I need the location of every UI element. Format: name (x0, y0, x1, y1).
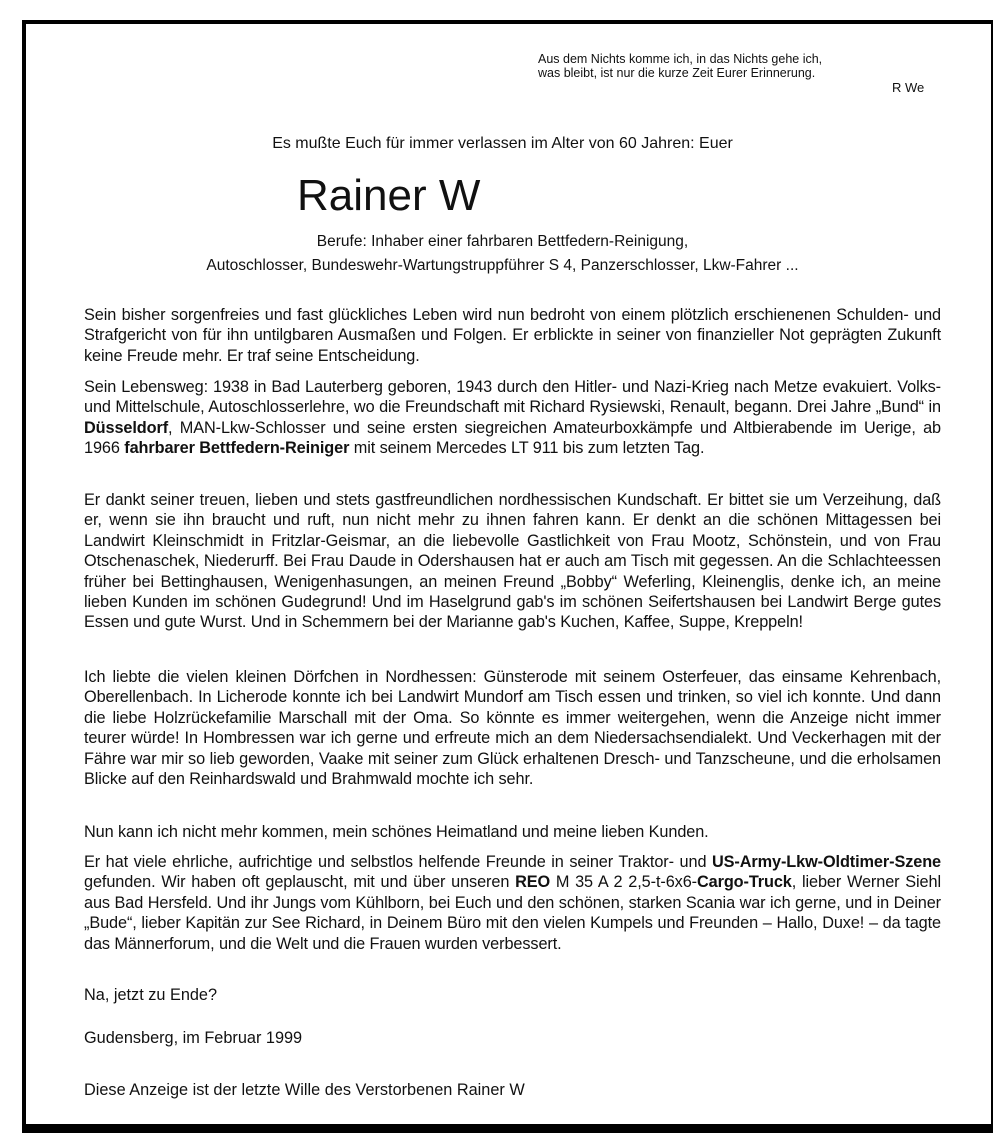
intro-line: Es mußte Euch für immer verlassen im Alter von 60 Jahren: Euer (272, 135, 733, 152)
motto-line-1: Aus dem Nichts komme ich, in das Nichts gehe ich, (538, 52, 823, 66)
city-duesseldorf: Düsseldorf (84, 418, 169, 437)
paragraph-customers: Er dankt seiner treuen, lieben und stets gastfreundlichen nordhessischen Kundschaft. Er bittet sie um Verzeihung, daß er, wenn sie ihn braucht und ruft, nun nicht mehr zu ihnen fahren kann. Er denkt an die schönen Mittagessen bei Landwirt Kleinschmidt in Fritzlar-Geismar, an die liebevolle Gastlichkeit von Frau Mootz, Schönstein, und von Frau Otschenaschek, Niederurff. Bei Frau Daude in Odershausen hat er auch am Tisch mit gegessen. An die Schlachteessen früher bei Bettinghausen, Wenigenhasungen, an meinen Freund „Bobby“ Weferling, Kleinenglis, denke ich, an meine lieben Kunden im schönen Gudegrund! Und im Haselgrund gab's im schönen Seifertshausen bei Landwirt Berge gutes Essen und gute Wurst. Und in Schemmern bei der Marianne gab's Kuchen, Kaffee, Suppe, Kreppeln! (84, 491, 941, 632)
truck-type-highlight: Cargo-Truck (696, 873, 792, 892)
motto-line-2: was bleibt, ist nur die kurze Zeit Eurer Erinnerung. (538, 66, 816, 80)
place-date: Gudensberg, im Februar 1999 (84, 1029, 303, 1047)
motto-signature: R We (892, 80, 925, 95)
deceased-name: Rainer W (297, 171, 481, 220)
paragraph-friends (84, 852, 941, 954)
paragraph-farewell: Nun kann ich nicht mehr kommen, mein schönes Heimatland und meine lieben Kunden. (84, 823, 709, 841)
footer-note: Diese Anzeige ist der letzte Wille des Verstorbenen Rainer W (84, 1081, 525, 1099)
scene-highlight: US-Army-Lkw-Oldtimer-Szene (712, 853, 941, 871)
professions-line-1: Berufe: Inhaber einer fahrbaren Bettfedern-Reinigung, (316, 233, 689, 250)
paragraph-villages: Ich liebte die vielen kleinen Dörfchen in Nordhessen: Günsterode mit seinem Osterfeuer, das einsame Kehrenbach, Oberellenbach. In Licherode konnte ich bei Landwirt Mundorf am Tisch essen und trinken, so viel ich konnte. Und dann die liebe Holzrückefamilie Marschall mit der Oma. So könnte es immer weitergehen, wenn die Anzeige nicht immer teurer würde! In Hombressen war ich gerne und erfreute mich an dem Niedersachsendialekt. Und Veckerhagen mit der Fähre war mir so lieb geworden, Vaake mit seiner zum Glück erhaltenen Dresch- und Tanzscheune, und die erholsamen Blicke auf den Reinhardswald und Brahmwald mochte ich sehr. (84, 668, 941, 789)
paragraph-friends-part: , lieber Werner Siehl aus Bad Hersfeld. Und ihr Jungs vom Kühlborn, bei Euch und den schönen, starken Scania war ich gerne, und in Deiner „Bude“, lieber Kapitän zur See Richard, in Deinem Büro mit den vielen Kumpels und Freunden – Hallo, Duxe! – da tagte das Männerforum, und die Welt und die Frauen wurden verbessert. (84, 873, 941, 953)
professions-line-2: Autoschlosser, Bundeswehr-Wartungstruppführer S 4, Panzerschlosser, Lkw-Fahrer ... (206, 257, 799, 274)
occupation-highlight: fahrbarer Bettfedern-Reiniger (124, 439, 350, 458)
closing-question: Na, jetzt zu Ende? (84, 986, 218, 1004)
paragraph-situation: Sein bisher sorgenfreies und fast glückliches Leben wird nun bedroht von einem plötzlich erschienenen Schulden- und Strafgericht von für ihn untilgbaren Ausmaßen und Folgen. Er erblickte in seiner von finanzieller Not geprägten Zukunft keine Freude mehr. Er traf seine Entscheidung. (84, 306, 941, 365)
paragraph-life-path (84, 377, 941, 459)
paragraph-life-path-part: Sein Lebensweg: 1938 in Bad Lauterberg geboren, 1943 durch den Hitler- und Nazi-Krieg nach Metze evakuiert. Volks- und Mittelschule, Autoschlosserlehre, wo die Freundschaft mit Richard Rysiewski, Renault, begann. Drei Jahre „Bund“ in (84, 378, 941, 417)
paragraph-life-path-part: mit seinem Mercedes LT 911 bis zum letzten Tag. (349, 439, 705, 458)
motto (538, 52, 918, 80)
paragraph-friends-part: gefunden. Wir haben oft geplauscht, mit und über unseren (84, 873, 516, 892)
paragraph-life-path-part: , MAN-Lkw-Schlosser und seine ersten siegreichen Amateurboxkämpfe und Altbierabende im Uerige, ab 1966 (84, 418, 941, 458)
paragraph-friends-part: M 35 A 2 2,5-t-6x6- (550, 873, 697, 892)
truck-brand-highlight: REO (515, 873, 551, 892)
paragraph-friends-part: Er hat viele ehrliche, aufrichtige und selbstlos helfende Freunde in seiner Traktor- und (84, 853, 712, 871)
